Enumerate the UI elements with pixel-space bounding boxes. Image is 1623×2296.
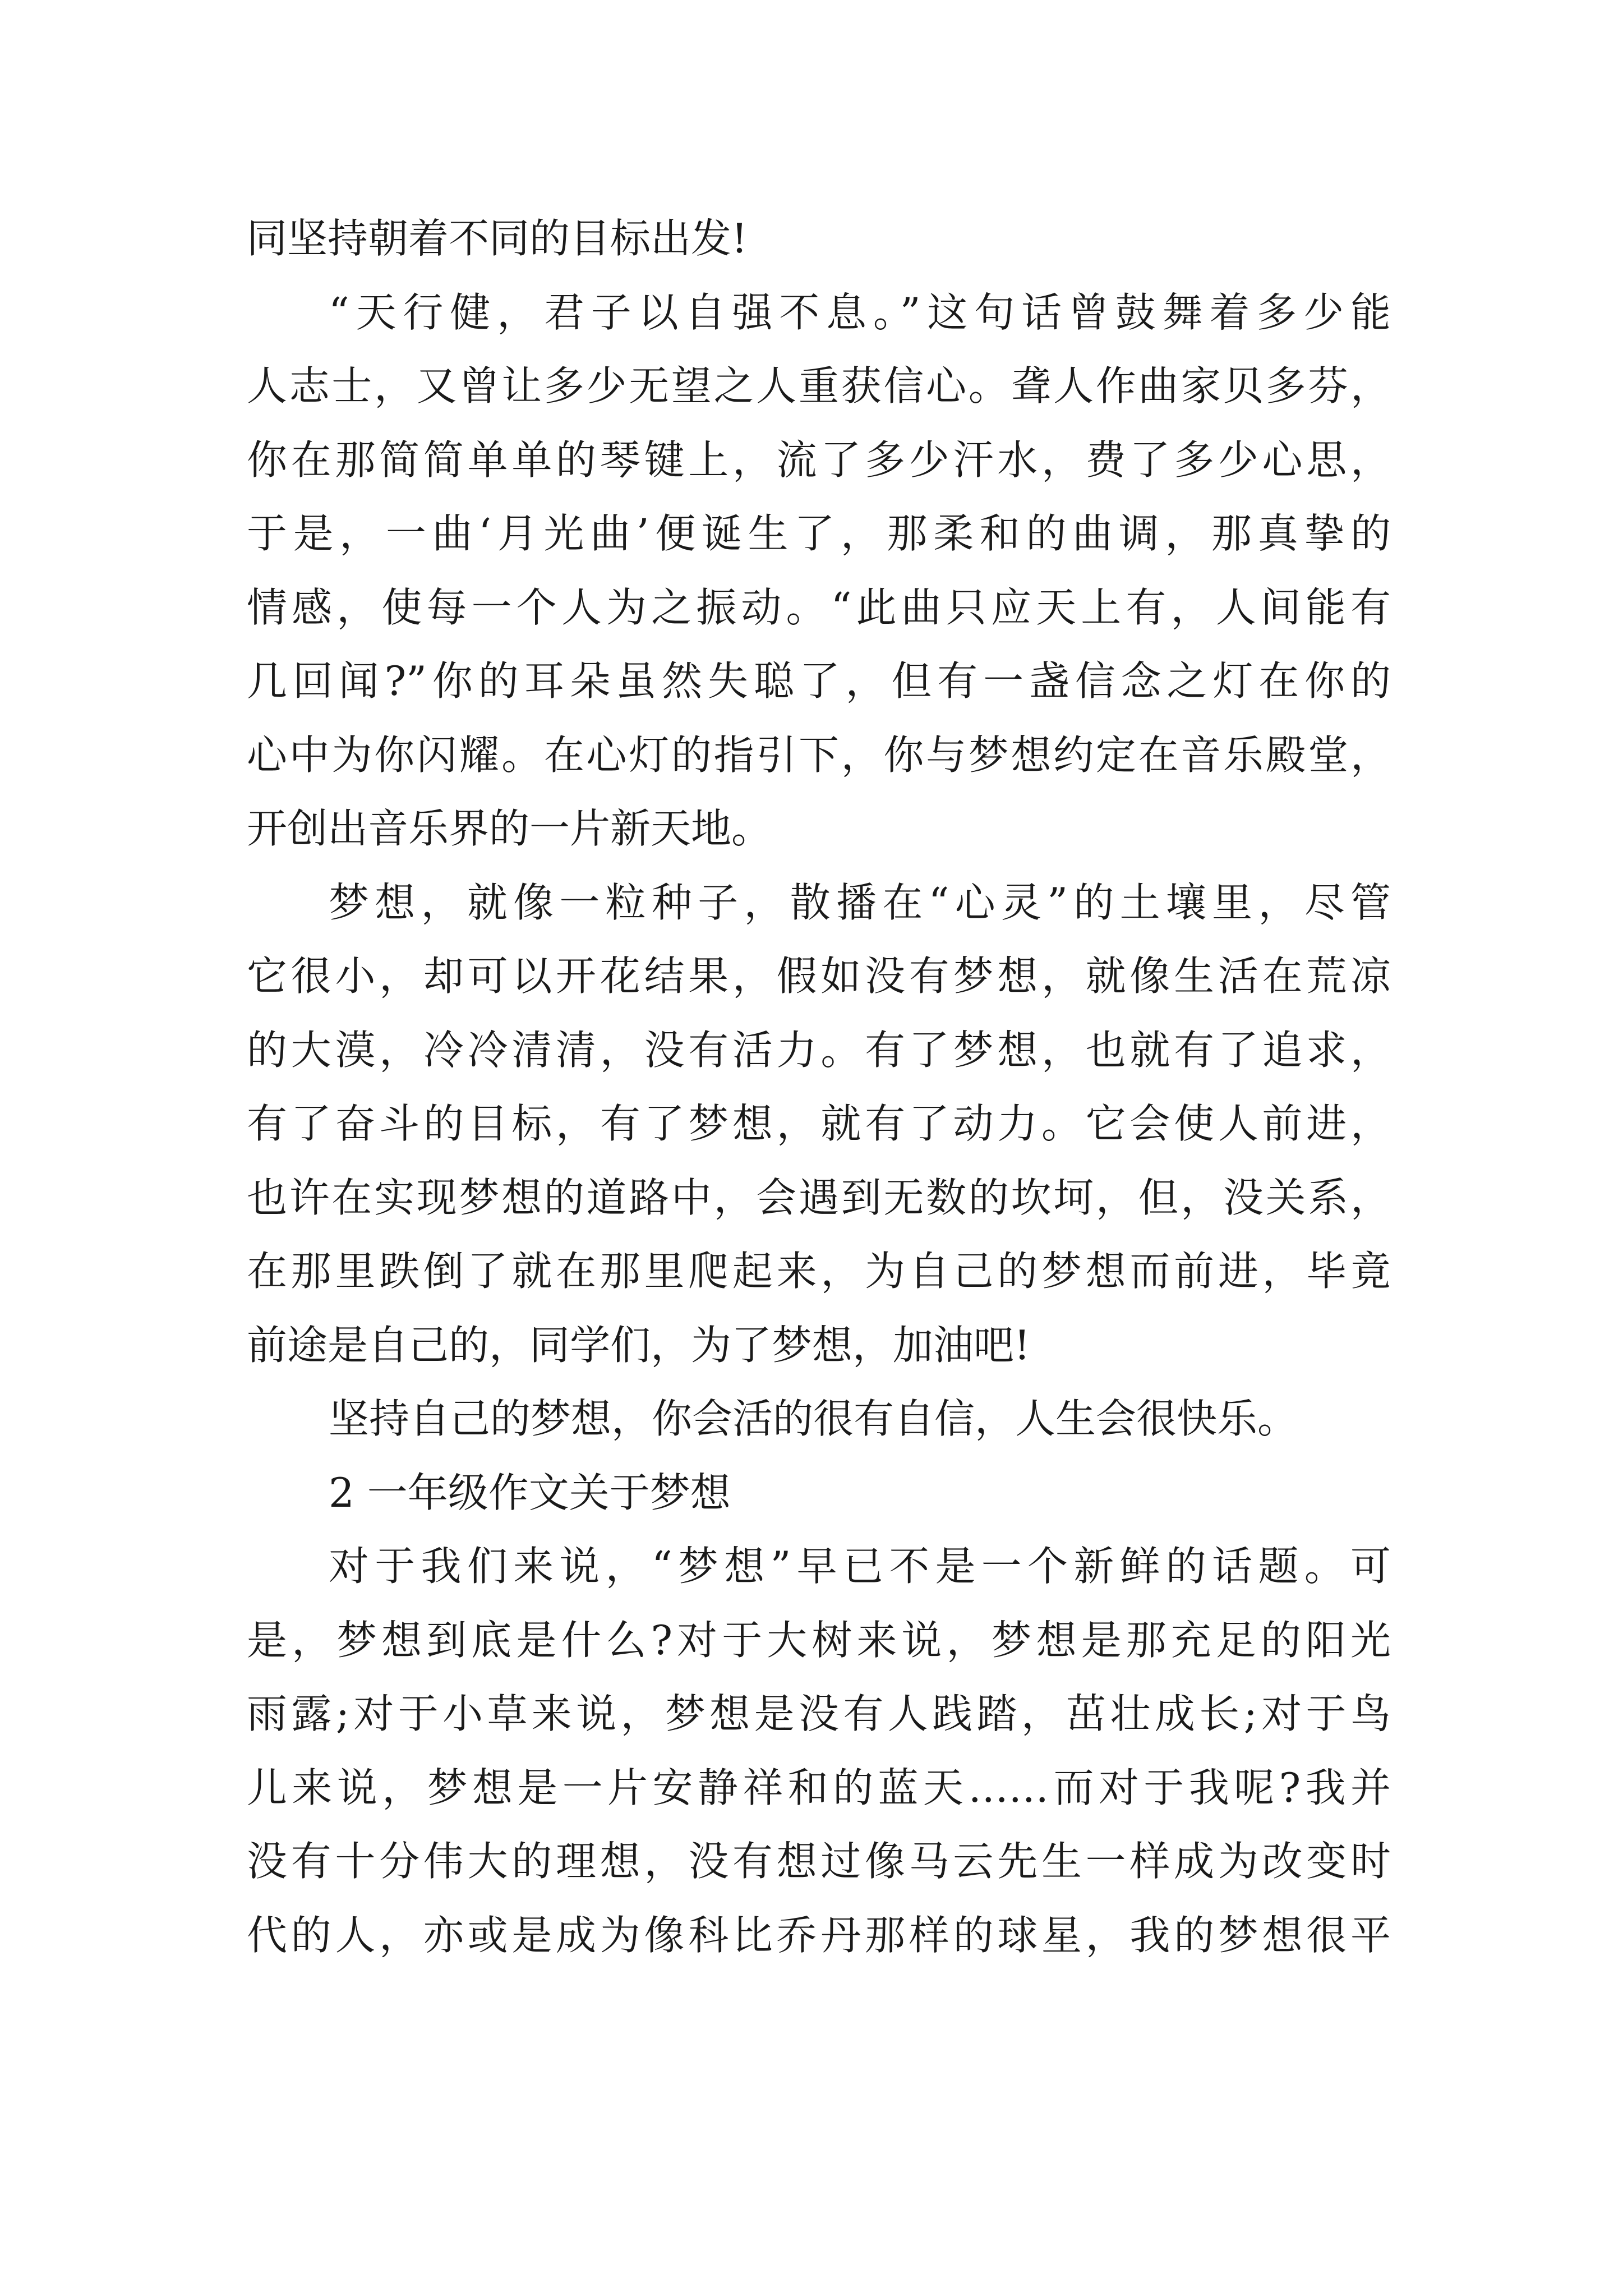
text-line: 是，梦想到底是什么?对于大树来说，梦想是那充足的阳光 <box>247 1616 1391 1664</box>
text-line: 梦想，就像一粒种子，散播在“心灵”的土壤里，尽管 <box>329 878 1391 926</box>
text-line: 坚持自己的梦想，你会活的很有自信，人生会很快乐。 <box>329 1395 1298 1442</box>
body-text <box>247 202 1391 1972</box>
text-line: 前途是自己的，同学们，为了梦想，加油吧! <box>247 1321 1030 1369</box>
text-line: 儿来说，梦想是一片安静祥和的蓝天……而对于我呢?我并 <box>247 1764 1391 1811</box>
text-line: 没有十分伟大的理想，没有想过像马云先生一样成为改变时 <box>247 1838 1391 1885</box>
text-line: 心中为你闪耀。在心灯的指引下，你与梦想约定在音乐殿堂， <box>247 731 1391 779</box>
text-line: 在那里跌倒了就在那里爬起来，为自己的梦想而前进，毕竟 <box>247 1248 1391 1295</box>
text-line: 代的人，亦或是成为像科比乔丹那样的球星，我的梦想很平 <box>247 1911 1391 1959</box>
text-line: 几回闻?”你的耳朵虽然失聪了，但有一盏信念之灯在你的 <box>247 657 1391 705</box>
text-line: 的大漠，冷冷清清，没有活力。有了梦想，也就有了追求， <box>247 1026 1391 1074</box>
text-line: 它很小，却可以开花结果，假如没有梦想，就像生活在荒凉 <box>247 953 1391 1000</box>
text-line: 也许在实现梦想的道路中，会遇到无数的坎坷，但，没关系， <box>247 1174 1391 1221</box>
text-line: 雨露;对于小草来说，梦想是没有人践踏，茁壮成长;对于鸟 <box>247 1690 1391 1737</box>
text-line: 同坚持朝着不同的目标出发! <box>247 215 748 262</box>
text-line: “天行健，君子以自强不息。”这句话曾鼓舞着多少能 <box>329 288 1391 336</box>
section-heading: 2 一年级作文关于梦想 <box>329 1469 731 1516</box>
text-line: 于是，一曲‘月光曲’便诞生了，那柔和的曲调，那真挚的 <box>247 510 1391 557</box>
text-line: 你在那简简单单的琴键上，流了多少汗水，费了多少心思， <box>247 436 1391 484</box>
text-line: 有了奋斗的目标，有了梦想，就有了动力。它会使人前进， <box>247 1100 1391 1147</box>
text-line: 开创出音乐界的一片新天地。 <box>247 805 772 852</box>
text-line: 对于我们来说，“梦想”早已不是一个新鲜的话题。可 <box>329 1543 1391 1590</box>
text-line: 情感，使每一个人为之振动。“此曲只应天上有，人间能有 <box>247 583 1391 631</box>
text-line: 人志士，又曾让多少无望之人重获信心。聋人作曲家贝多芬， <box>247 362 1391 409</box>
